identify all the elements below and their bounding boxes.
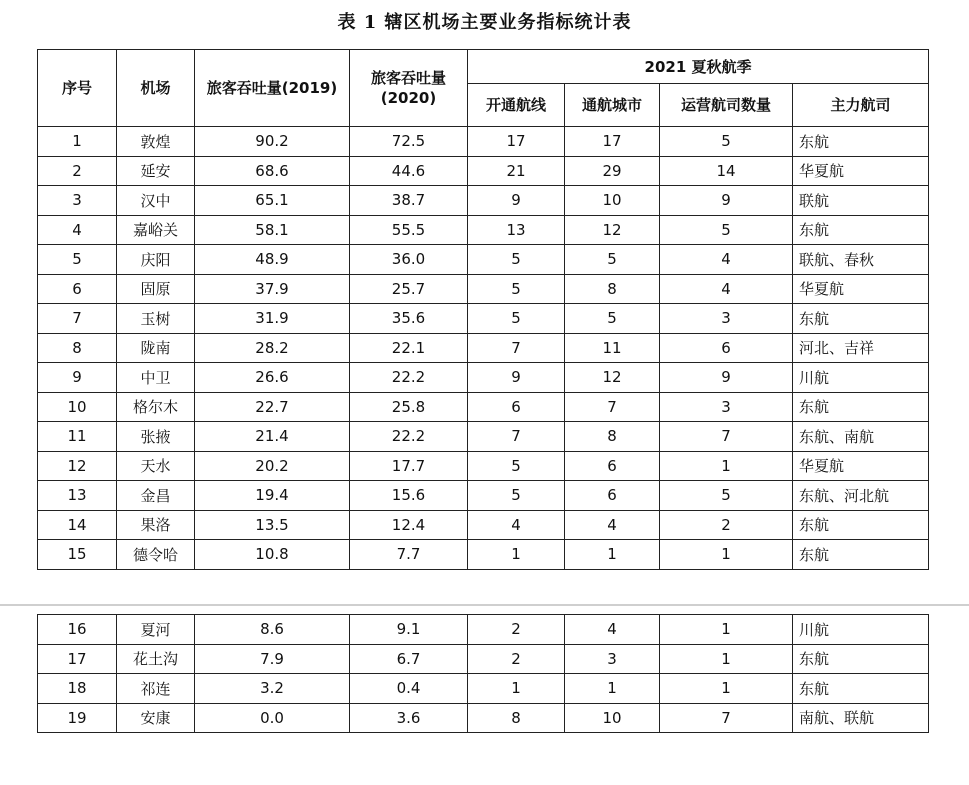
cell-seq: 4 [38,215,117,245]
cell-routes: 6 [468,392,565,422]
cell-main-airline: 东航 [793,674,929,704]
cell-airport: 延安 [117,156,195,186]
cell-airport: 安康 [117,703,195,733]
cell-pax-2019: 68.6 [195,156,350,186]
cell-pax-2019: 21.4 [195,422,350,452]
cell-carriers: 1 [660,674,793,704]
header-airport: 机场 [117,50,195,127]
header-pax-2020-line1: 旅客吞吐量 [370,69,446,87]
cell-cities: 3 [565,644,660,674]
cell-pax-2019: 3.2 [195,674,350,704]
cell-pax-2020: 38.7 [350,186,468,216]
cell-airport: 汉中 [117,186,195,216]
cell-cities: 11 [565,333,660,363]
cell-pax-2020: 22.1 [350,333,468,363]
cell-seq: 13 [38,481,117,511]
cell-carriers: 5 [660,127,793,157]
cell-airport: 嘉峪关 [117,215,195,245]
cell-airport: 固原 [117,274,195,304]
cell-carriers: 1 [660,615,793,645]
cell-carriers: 5 [660,215,793,245]
cell-pax-2019: 8.6 [195,615,350,645]
cell-seq: 17 [38,644,117,674]
header-routes: 开通航线 [468,84,565,127]
cell-airport: 中卫 [117,363,195,393]
airport-stats-table-continued [37,614,929,733]
cell-pax-2020: 9.1 [350,615,468,645]
cell-routes: 17 [468,127,565,157]
cell-carriers: 4 [660,245,793,275]
cell-routes: 9 [468,186,565,216]
table-row [38,703,929,733]
cell-pax-2019: 58.1 [195,215,350,245]
cell-carriers: 5 [660,481,793,511]
cell-seq: 2 [38,156,117,186]
cell-pax-2019: 19.4 [195,481,350,511]
cell-carriers: 7 [660,422,793,452]
table-row [38,481,929,511]
cell-pax-2020: 55.5 [350,215,468,245]
table-row [38,156,929,186]
cell-pax-2020: 36.0 [350,245,468,275]
cell-airport: 张掖 [117,422,195,452]
page-divider [0,604,969,606]
cell-main-airline: 东航 [793,304,929,334]
cell-routes: 21 [468,156,565,186]
cell-seq: 3 [38,186,117,216]
cell-routes: 8 [468,703,565,733]
cell-carriers: 14 [660,156,793,186]
cell-airport: 金昌 [117,481,195,511]
cell-main-airline: 河北、吉祥 [793,333,929,363]
table-row [38,127,929,157]
cell-seq: 10 [38,392,117,422]
table-row [38,304,929,334]
cell-main-airline: 联航、春秋 [793,245,929,275]
airport-stats-table [37,49,929,570]
cell-cities: 12 [565,215,660,245]
cell-airport: 祁连 [117,674,195,704]
table-row [38,451,929,481]
cell-pax-2019: 13.5 [195,510,350,540]
cell-cities: 10 [565,703,660,733]
cell-main-airline: 东航 [793,127,929,157]
table-row [38,644,929,674]
cell-seq: 11 [38,422,117,452]
cell-carriers: 6 [660,333,793,363]
cell-routes: 5 [468,304,565,334]
table-row [38,392,929,422]
cell-routes: 4 [468,510,565,540]
cell-cities: 1 [565,674,660,704]
cell-pax-2019: 37.9 [195,274,350,304]
cell-seq: 6 [38,274,117,304]
table-row [38,215,929,245]
cell-main-airline: 东航 [793,644,929,674]
cell-airport: 花土沟 [117,644,195,674]
cell-main-airline: 东航 [793,510,929,540]
cell-routes: 1 [468,674,565,704]
cell-cities: 5 [565,245,660,275]
table-row [38,510,929,540]
cell-routes: 5 [468,451,565,481]
cell-pax-2020: 25.8 [350,392,468,422]
cell-airport: 敦煌 [117,127,195,157]
cell-cities: 5 [565,304,660,334]
cell-airport: 陇南 [117,333,195,363]
cell-cities: 1 [565,540,660,570]
cell-pax-2019: 7.9 [195,644,350,674]
cell-cities: 8 [565,422,660,452]
cell-carriers: 7 [660,703,793,733]
table-row [38,363,929,393]
cell-pax-2019: 65.1 [195,186,350,216]
cell-airport: 夏河 [117,615,195,645]
cell-routes: 2 [468,644,565,674]
table-row [38,674,929,704]
cell-main-airline: 华夏航 [793,451,929,481]
cell-seq: 18 [38,674,117,704]
header-season: 2021 夏秋航季 [468,50,929,84]
cell-pax-2020: 12.4 [350,510,468,540]
cell-cities: 10 [565,186,660,216]
table-body-continued [38,615,929,733]
cell-pax-2019: 22.7 [195,392,350,422]
cell-seq: 5 [38,245,117,275]
cell-routes: 7 [468,422,565,452]
cell-main-airline: 东航、南航 [793,422,929,452]
cell-pax-2020: 44.6 [350,156,468,186]
header-seq: 序号 [38,50,117,127]
cell-seq: 9 [38,363,117,393]
table-row [38,540,929,570]
table-row [38,615,929,645]
cell-pax-2020: 15.6 [350,481,468,511]
cell-pax-2020: 0.4 [350,674,468,704]
cell-main-airline: 川航 [793,615,929,645]
cell-cities: 12 [565,363,660,393]
cell-carriers: 1 [660,540,793,570]
cell-main-airline: 南航、联航 [793,703,929,733]
cell-pax-2020: 7.7 [350,540,468,570]
cell-cities: 4 [565,510,660,540]
cell-routes: 2 [468,615,565,645]
table-title: 表 1 辖区机场主要业务指标统计表 [337,12,632,33]
cell-main-airline: 东航 [793,540,929,570]
cell-pax-2019: 90.2 [195,127,350,157]
header-main-airline: 主力航司 [793,84,929,127]
cell-airport: 格尔木 [117,392,195,422]
table-row [38,274,929,304]
header-pax-2020-line2: (2020) [380,89,437,107]
cell-routes: 13 [468,215,565,245]
header-pax-2019: 旅客吞吐量(2019) [195,50,350,127]
cell-main-airline: 东航、河北航 [793,481,929,511]
table-row [38,422,929,452]
cell-carriers: 4 [660,274,793,304]
table-row [38,186,929,216]
cell-seq: 16 [38,615,117,645]
cell-carriers: 9 [660,186,793,216]
cell-seq: 19 [38,703,117,733]
cell-routes: 7 [468,333,565,363]
cell-pax-2019: 0.0 [195,703,350,733]
cell-cities: 4 [565,615,660,645]
cell-pax-2019: 26.6 [195,363,350,393]
header-pax-2020 [350,50,468,127]
cell-pax-2020: 72.5 [350,127,468,157]
cell-seq: 15 [38,540,117,570]
cell-cities: 8 [565,274,660,304]
cell-routes: 5 [468,245,565,275]
header-cities: 通航城市 [565,84,660,127]
cell-main-airline: 东航 [793,215,929,245]
cell-carriers: 9 [660,363,793,393]
cell-pax-2019: 48.9 [195,245,350,275]
cell-main-airline: 川航 [793,363,929,393]
cell-carriers: 2 [660,510,793,540]
cell-carriers: 3 [660,304,793,334]
cell-routes: 9 [468,363,565,393]
cell-pax-2020: 25.7 [350,274,468,304]
table-body [38,127,929,570]
cell-cities: 7 [565,392,660,422]
cell-airport: 庆阳 [117,245,195,275]
cell-main-airline: 联航 [793,186,929,216]
cell-carriers: 1 [660,644,793,674]
cell-pax-2020: 35.6 [350,304,468,334]
cell-seq: 8 [38,333,117,363]
cell-cities: 6 [565,451,660,481]
cell-pax-2019: 31.9 [195,304,350,334]
cell-seq: 7 [38,304,117,334]
header-carriers: 运营航司数量 [660,84,793,127]
cell-routes: 5 [468,274,565,304]
cell-main-airline: 华夏航 [793,156,929,186]
cell-routes: 1 [468,540,565,570]
cell-main-airline: 东航 [793,392,929,422]
cell-pax-2020: 22.2 [350,363,468,393]
table-row [38,333,929,363]
cell-cities: 6 [565,481,660,511]
cell-pax-2020: 3.6 [350,703,468,733]
cell-main-airline: 华夏航 [793,274,929,304]
cell-cities: 17 [565,127,660,157]
table-row [38,245,929,275]
cell-airport: 德令哈 [117,540,195,570]
cell-pax-2019: 10.8 [195,540,350,570]
cell-pax-2019: 28.2 [195,333,350,363]
cell-pax-2020: 17.7 [350,451,468,481]
cell-carriers: 1 [660,451,793,481]
cell-airport: 玉树 [117,304,195,334]
cell-pax-2020: 22.2 [350,422,468,452]
cell-pax-2019: 20.2 [195,451,350,481]
cell-routes: 5 [468,481,565,511]
header-row-top [38,50,929,84]
cell-pax-2020: 6.7 [350,644,468,674]
cell-carriers: 3 [660,392,793,422]
cell-seq: 14 [38,510,117,540]
cell-seq: 12 [38,451,117,481]
cell-seq: 1 [38,127,117,157]
cell-cities: 29 [565,156,660,186]
cell-airport: 果洛 [117,510,195,540]
cell-airport: 天水 [117,451,195,481]
